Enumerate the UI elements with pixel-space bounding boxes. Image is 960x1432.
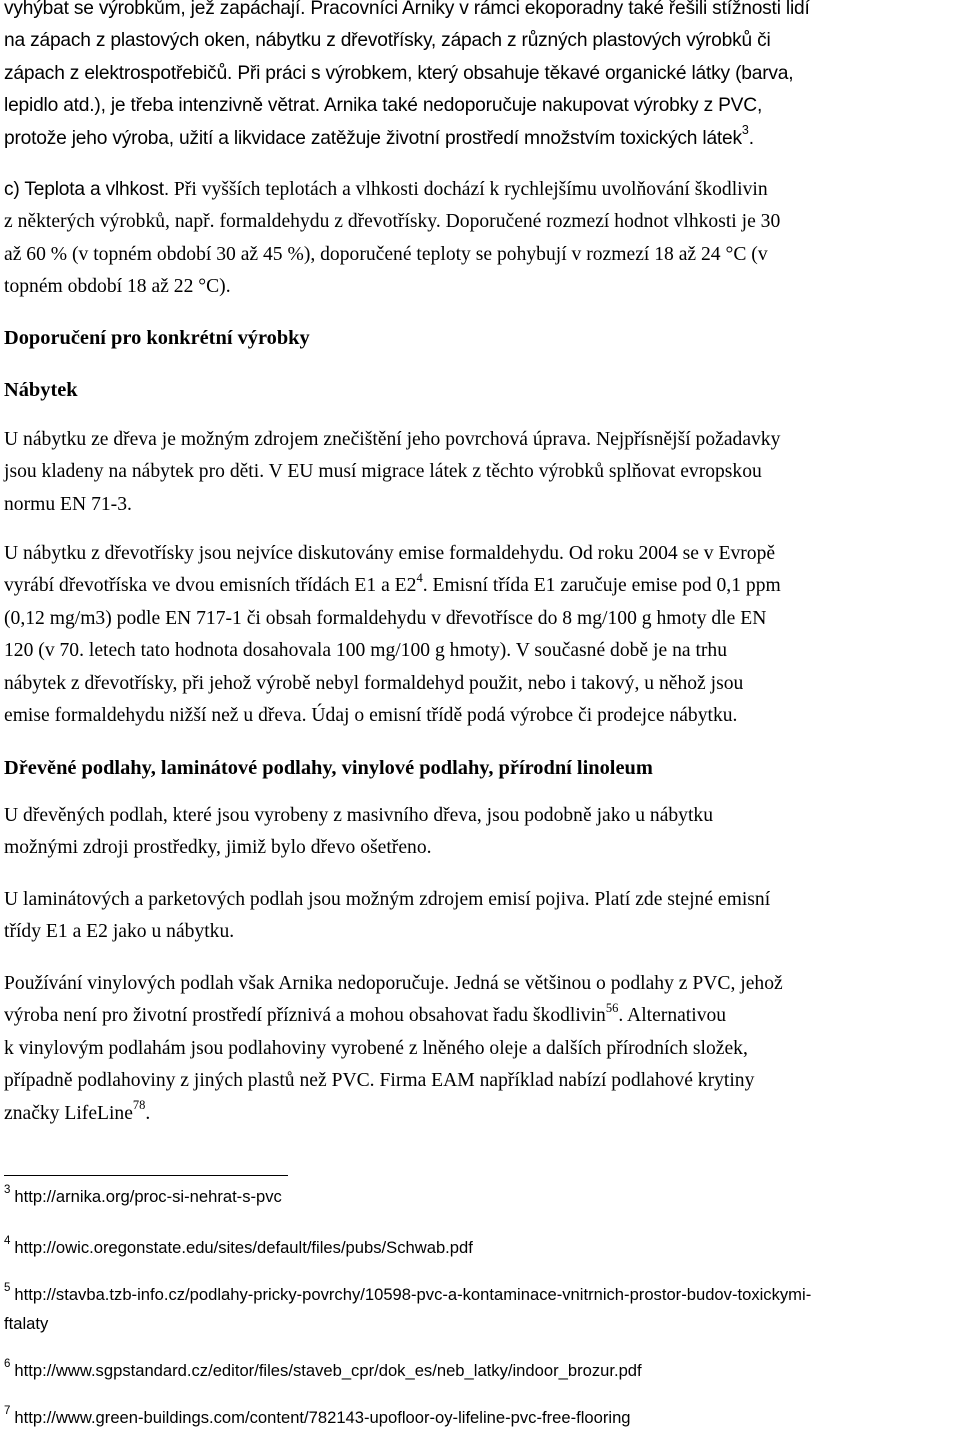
text-line: U nábytku ze dřeva je možným zdrojem znečištění jeho povrchová úprava. Nejpřísnější požadavky [4,429,781,450]
footnote-divider [4,1175,288,1176]
section-heading: Doporučení pro konkrétní výrobky [4,327,310,349]
footnote [4,1233,956,1262]
text-line: k vinylovým podlahám jsou podlahoviny vyrobené z lněného oleje a dalších přírodních složek, [4,1037,748,1059]
text-line [4,90,956,122]
humidity-paragraph [4,174,956,304]
footnote-number: 4 [4,1235,11,1247]
footnote-link[interactable]: http://stavba.tzb-info.cz/podlahy-pricky-povrchy/10598-pvc-a-kontaminace-vnitrnich-prostor-budov-toxickymi- [14,1285,812,1304]
subsection-heading: Nábytek [4,379,78,401]
text-fragment: c) Teplota a vlhkost. [4,179,170,200]
floors-paragraph-1 [4,800,956,865]
text-line: možnými zdroji prostředky, jimiž bylo dřevo ošetřeno. [4,837,432,859]
text-fragment: Při práci s výrobkem, který obsahuje těkavé organické látky (barva, [232,62,794,84]
text-line: topném období 18 až 22 °C). [4,276,231,298]
footnote-ref: 78 [132,1098,146,1113]
text-line: nábytek z dřevotřísky, při jehož výrobě nebyl formaldehyd použit, nebo i takový, u něhož jsou [4,672,744,694]
text-line [4,58,956,90]
footnote [4,1280,956,1338]
text-fragment: Při vyšších teplotách a vlhkosti dochází k rychlejšímu uvolňování škodlivin [169,179,768,200]
footnote-number: 7 [4,1405,11,1417]
text-line: emise formaldehydu nižší než u dřeva. Údaj o emisní třídě podá výrobce či prodejce nábytku. [4,705,738,727]
text-line [4,1098,956,1130]
footnote-ref: 56 [605,1000,619,1015]
text-line: normu EN 71-3. [4,493,132,515]
text-fragment: . Emisní třída E1 zaručuje emise pod 0,1 ppm [422,575,781,597]
footnote-link[interactable]: ftalaty [4,1314,49,1333]
text-line: 120 (v 70. letech tato hodnota dosahovala 100 mg/100 g hmoty). V současné době je na trhu [4,640,728,662]
footnote-number: 6 [4,1358,11,1370]
text-line [4,123,956,155]
text-line: případně podlahoviny z jiných plastů než PVC. Firma EAM například nabízí podlahové krytiny [4,1070,755,1092]
text-line: na zápach z plastových oken, nábytku z dřevotřísky, zápach z různých plastových výrobků či [4,30,771,52]
text-fragment: Pracovníci Arniky v rámci ekoporadny také řešili stížnosti lidí [305,0,810,19]
footnote-link[interactable]: http://arnika.org/proc-si-nehrat-s-pvc [14,1187,282,1206]
footnote-link[interactable]: http://www.green-buildings.com/content/782143-upofloor-oy-lifeline-pvc-free-flooring [14,1408,631,1427]
text-fragment: vyrábí dřevotříska ve dvou emisních třídách E1 a E2 [4,575,417,597]
text-fragment: z některých výrobků, např. formaldehydu z dřevotřísky. [4,211,441,233]
text-line: (0,12 mg/m3) podle EN 717-1 či obsah formaldehydu v dřevotřísce do 8 mg/100 g hmoty dle EN [4,607,767,629]
text-line: U dřevěných podlah, které jsou vyrobeny z masivního dřeva, jsou podobně jako u nábytku [4,805,714,826]
text-line [4,174,956,206]
text-fragment: lepidlo atd.), je třeba intenzivně větrat. [4,95,320,117]
intro-paragraph [4,0,956,155]
footnote-ref: 4 [416,570,423,585]
text-fragment: značky LifeLine [4,1102,133,1124]
floors-paragraph-3 [4,968,956,1130]
text-fragment: . [145,1102,151,1124]
text-line: U nábytku z dřevotřísky jsou nejvíce diskutovány emise formaldehydu. Od roku 2004 se v Evropě [4,543,776,564]
text-line: U laminátových a parketových podlah jsou možným zdrojem emisí pojiva. Platí zde stejné emisní [4,889,771,910]
text-line [4,0,956,25]
footnote-link[interactable]: http://owic.oregonstate.edu/sites/default/files/pubs/Schwab.pdf [14,1238,473,1257]
text-fragment: . Alternativou [618,1005,727,1027]
footnote-number: 5 [4,1282,11,1294]
text-line: až 60 % (v topném období 30 až 45 %), doporučené teploty se pohybují v rozmezí 18 až 24 °C (v [4,243,768,265]
text-line [4,206,956,238]
text-fragment: Doporučené rozmezí hodnot vlhkosti je 30 [440,211,781,233]
footnote-link[interactable]: http://www.sgpstandard.cz/editor/files/staveb_cpr/dok_es/neb_latky/indoor_brozur.pdf [14,1361,642,1380]
footnote-number: 3 [4,1184,11,1196]
text-fragment: vyhýbat se výrobkům, jež zapáchají. [4,0,306,19]
text-line [4,570,956,602]
text-fragment: Arnika také nedoporučuje nakupovat výrobky z PVC, [319,95,763,117]
text-line: jsou kladeny na nábytek pro děti. V EU musí migrace látek z těchto výrobků splňovat evropskou [4,461,762,483]
text-line: třídy E1 a E2 jako u nábytku. [4,921,235,943]
text-line [4,1000,956,1032]
text-fragment: protože jeho výroba, užití a likvidace zatěžuje životní prostředí množstvím toxických látek [4,127,742,149]
furniture-paragraph-2 [4,538,956,732]
footnote-ref: 3 [741,123,749,138]
subsection-heading: Dřevěné podlahy, laminátové podlahy, vinylové podlahy, přírodní linoleum [4,757,653,779]
footnote [4,1182,956,1211]
text-fragment: výroba není pro životní prostředí příznivá a mohou obsahovat řadu škodlivin [4,1005,606,1027]
furniture-paragraph-1 [4,424,956,521]
text-fragment: . [748,127,754,149]
footnote [4,1403,956,1432]
floors-paragraph-2 [4,884,956,949]
footnote [4,1356,956,1385]
text-line: Používání vinylových podlah však Arnika nedoporučuje. Jedná se většinou o podlahy z PVC, jehož [4,973,783,994]
text-fragment: zápach z elektrospotřebičů. [4,62,233,84]
